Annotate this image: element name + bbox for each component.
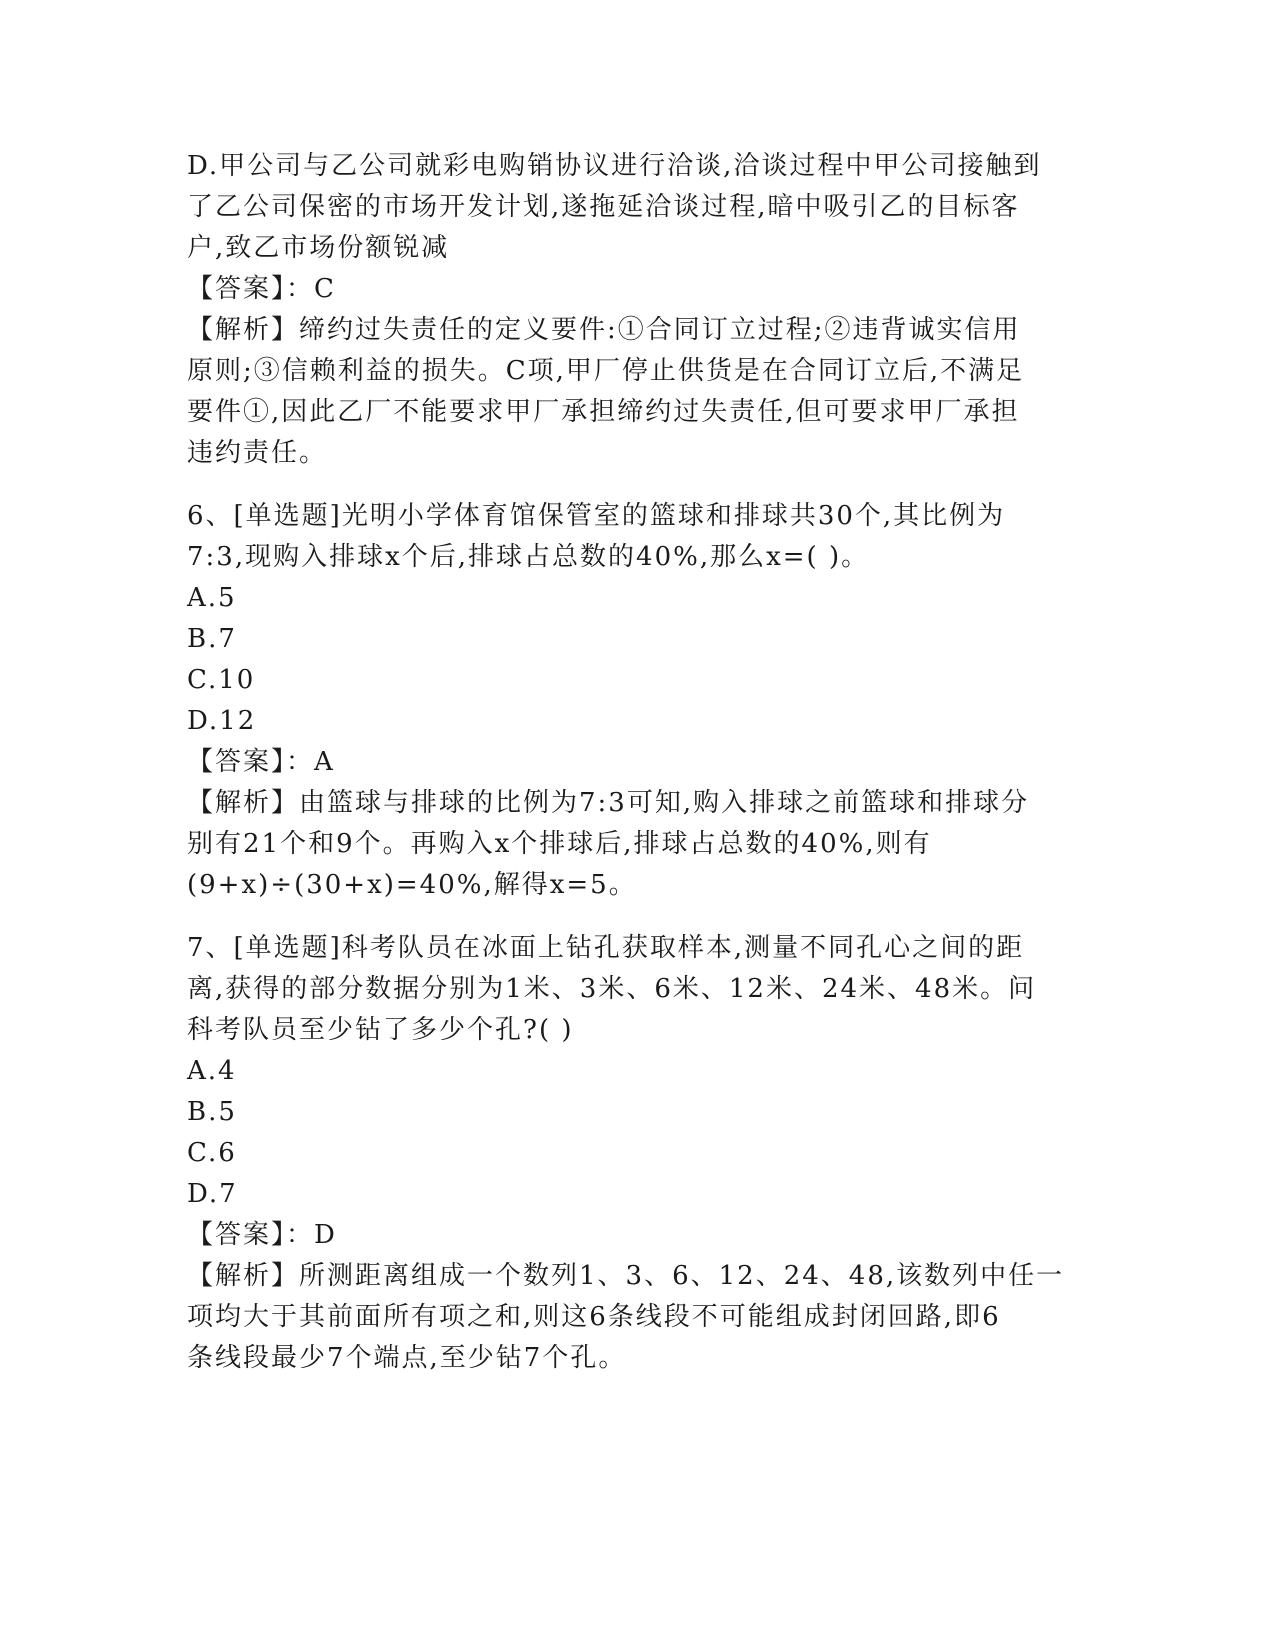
option-d: D.7 [187,1179,238,1209]
question-stem-line-1: 6、[单选题]光明小学体育馆保管室的篮球和排球共30个,其比例为 [187,501,1006,531]
explanation-line-3: 条线段最少7个端点,至少钻7个孔。 [187,1343,627,1373]
option-d: D.12 [187,706,257,736]
answer-line: 【答案】：A [187,747,335,777]
question-5-tail [187,146,1087,474]
spacer [187,906,1087,928]
explanation-line-3: 要件①,因此乙厂不能要求甲厂承担缔约过失责任,但可要求甲厂承担 [187,397,1020,427]
explanation-line-3: (9+x)÷(30+x)=40%,解得x=5。 [187,870,637,900]
explanation-line-2: 项均大于其前面所有项之和,则这6条线段不可能组成封闭回路,即6 [187,1302,1001,1332]
option-b: B.5 [187,1097,237,1127]
explanation-line-1: 【解析】缔约过失责任的定义要件:①合同订立过程;②违背诚实信用 [187,315,1021,345]
option-d-line-1: D.甲公司与乙公司就彩电购销协议进行洽谈,洽谈过程中甲公司接触到 [187,151,1042,181]
option-c: C.10 [187,665,256,695]
answer-line: 【答案】：C [187,274,336,304]
explanation-line-4: 违约责任。 [187,438,328,468]
question-stem-line-2: 离,获得的部分数据分别为1米、3米、6米、12米、24米、48米。问 [187,974,1037,1004]
question-6 [187,496,1087,906]
option-c: C.6 [187,1138,237,1168]
question-stem-line-2: 7:3,现购入排球x个后,排球占总数的40%,那么x=( )。 [187,542,870,572]
option-a: A.5 [187,583,237,613]
question-stem-line-1: 7、[单选题]科考队员在冰面上钻孔获取样本,测量不同孔心之间的距 [187,933,1025,963]
option-a: A.4 [187,1056,237,1086]
explanation-line-2: 别有21个和9个。再购入x个排球后,排球占总数的40%,则有 [187,829,932,859]
explanation-line-1: 【解析】由篮球与排球的比例为7:3可知,购入排球之前篮球和排球分 [187,788,1030,818]
question-7 [187,928,1087,1379]
explanation-line-2: 原则;③信赖利益的损失。C项,甲厂停止供货是在合同订立后,不满足 [187,356,1025,386]
option-b: B.7 [187,624,237,654]
question-stem-line-3: 科考队员至少钻了多少个孔?( ) [187,1015,574,1045]
answer-line: 【答案】：D [187,1220,337,1250]
explanation-line-1: 【解析】所测距离组成一个数列1、3、6、12、24、48,该数列中任一 [187,1261,1065,1291]
option-d-line-2: 了乙公司保密的市场开发计划,遂拖延洽谈过程,暗中吸引乙的目标客 [187,192,1020,222]
spacer [187,474,1087,496]
document-page [187,146,1087,1379]
option-d-line-3: 户,致乙市场份额锐减 [187,233,450,263]
